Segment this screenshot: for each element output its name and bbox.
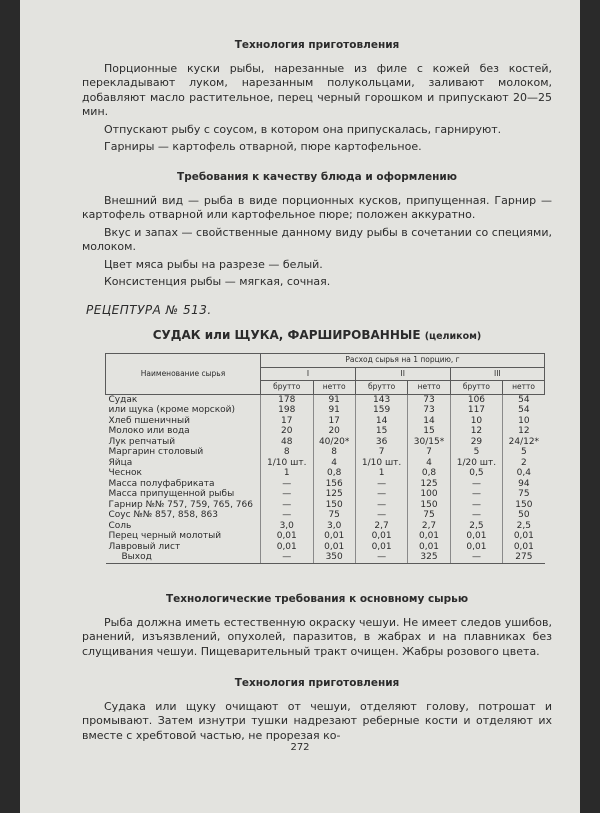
quantity-cell: 15 (408, 426, 450, 437)
quantity-cell: 178 (261, 394, 314, 405)
table-row (106, 416, 545, 427)
quantity-cell: — (261, 500, 314, 511)
table-row (106, 447, 545, 458)
quantity-cell: — (355, 552, 408, 563)
quantity-cell: 5 (450, 447, 503, 458)
portion-header: I (261, 367, 356, 381)
quantity-cell: 2,7 (408, 521, 450, 532)
quantity-cell: 75 (408, 510, 450, 521)
quantity-cell: 0,01 (261, 542, 314, 553)
quantity-cell: 14 (408, 416, 450, 427)
preparation-section (82, 38, 552, 155)
quantity-cell: — (450, 489, 503, 500)
table-row (106, 489, 545, 500)
table-row (106, 426, 545, 437)
quantity-cell: — (355, 500, 408, 511)
quantity-cell: 10 (450, 416, 503, 427)
quantity-cell: — (450, 552, 503, 563)
paragraph: Внешний вид — рыба в виде порционных кусков, припущенная. Гарнир — картофель отварной или картофельное пюре; положен аккуратно. (82, 193, 552, 221)
quantity-cell: 125 (408, 479, 450, 490)
quantity-cell: 325 (408, 552, 450, 563)
netto-header: нетто (503, 381, 545, 395)
quantity-cell: 75 (503, 489, 545, 500)
quantity-cell: 3,0 (261, 521, 314, 532)
quantity-cell: 0,01 (261, 531, 314, 542)
recipe-title-note: (целиком) (424, 331, 482, 342)
quantity-cell: 48 (261, 437, 314, 448)
quantity-cell: — (261, 510, 314, 521)
quantity-cell: 198 (261, 405, 314, 416)
quantity-cell: — (450, 500, 503, 511)
quantity-cell: — (355, 489, 408, 500)
ingredient-name: Соль (108, 520, 132, 531)
quantity-cell: 0,01 (313, 542, 355, 553)
paragraph: Вкус и запах — свойственные данному виду рыбы в сочетании со специями, молоком. (82, 225, 552, 253)
column-header-name: Наименование сырья (106, 354, 261, 395)
quantity-cell: 36 (355, 437, 408, 448)
table-row (106, 458, 545, 469)
quantity-cell: 24/12* (503, 437, 545, 448)
ingredient-name: Лук репчатый (108, 436, 176, 447)
quantity-cell: 1/10 шт. (261, 458, 314, 469)
portion-header: III (450, 367, 544, 381)
quantity-cell: — (450, 510, 503, 521)
ingredient-name: Масса полуфабриката (108, 478, 215, 489)
paragraph: Рыба должна иметь естественную окраску чешуи. Не имеет следов ушибов, ранений, изъязвлений, опухолей, паразитов, в жабрах и на плавниках без слущивания чешуи. Пищеварительный тракт очищен. Жабры розового цвета. (82, 615, 552, 658)
quantity-cell: 0,01 (313, 531, 355, 542)
quantity-cell: 2,7 (355, 521, 408, 532)
brutto-header: брутто (355, 381, 408, 395)
preparation-section-2 (82, 676, 552, 743)
table-row (106, 500, 545, 511)
brutto-header: брутто (450, 381, 503, 395)
quantity-cell: 100 (408, 489, 450, 500)
quantity-cell: 2,5 (503, 521, 545, 532)
quantity-cell: 4 (313, 458, 355, 469)
brutto-header: брутто (261, 381, 314, 395)
ingredient-name: Лавровый лист (108, 541, 181, 552)
section-heading: Требования к качеству блюда и оформлению (177, 171, 457, 183)
recipe-title-main: СУДАК или ЩУКА, ФАРШИРОВАННЫЕ (152, 328, 421, 342)
quantity-cell: 1/20 шт. (450, 458, 503, 469)
quantity-cell: 12 (503, 426, 545, 437)
quantity-cell: 12 (450, 426, 503, 437)
table-row (106, 479, 545, 490)
quantity-cell: 50 (503, 510, 545, 521)
quantity-cell: 29 (450, 437, 503, 448)
quantity-cell: 143 (355, 394, 408, 405)
quantity-cell: 275 (503, 552, 545, 563)
paragraph: Консистенция рыбы — мягкая, сочная. (104, 275, 331, 288)
quantity-cell: 0,01 (355, 542, 408, 553)
section-heading: Технология приготовления (234, 39, 400, 51)
quantity-cell: 5 (503, 447, 545, 458)
table-row (106, 542, 545, 553)
quantity-cell: 156 (313, 479, 355, 490)
ingredient-name: Выход (106, 552, 261, 563)
table-row (106, 468, 545, 479)
recipe-number: РЕЦЕПТУРА № 513. (86, 303, 212, 317)
netto-header: нетто (408, 381, 450, 395)
book-page (20, 0, 580, 813)
ingredient-name: Судак (108, 394, 138, 405)
ingredient-name: Молоко или вода (108, 426, 190, 436)
quantity-cell: — (355, 510, 408, 521)
paragraph: Судака или щуку очищают от чешуи, отделяют голову, потрошат и промывают. Затем изнутри тушки надрезают реберные кости и отделяют их вместе с хребтовой частью, не прорезая ко- (82, 699, 552, 742)
table-row (106, 437, 545, 448)
quantity-cell: 0,01 (408, 542, 450, 553)
quantity-cell: 94 (503, 479, 545, 490)
quantity-cell: 1 (261, 468, 314, 479)
quantity-cell: 1 (355, 468, 408, 479)
quantity-cell: 54 (503, 394, 545, 405)
quantity-cell: 125 (313, 489, 355, 500)
quantity-cell: 1/10 шт. (355, 458, 408, 469)
portion-header: II (355, 367, 450, 381)
quantity-cell: 20 (313, 426, 355, 437)
quantity-cell: — (261, 552, 314, 563)
quantity-cell: 7 (355, 447, 408, 458)
section-heading: Технология приготовления (234, 677, 400, 689)
section-heading: Технологические требования к основному сырью (165, 593, 469, 605)
table-body (106, 394, 545, 563)
quantity-cell: 7 (408, 447, 450, 458)
paragraph: Гарниры — картофель отварной, пюре картофельное. (104, 140, 422, 153)
ingredient-name: Гарнир №№ 757, 759, 765, 766 (108, 499, 253, 510)
paragraph: Порционные куски рыбы, нарезанные из филе с кожей без костей, перекладывают луком, нарезанным полукольцами, заливают молоком, добавляют масло растительное, перец черный горошком и припускают 20—25 мин. (82, 61, 552, 118)
quantity-cell: 0,8 (313, 468, 355, 479)
ingredient-name: Соус №№ 857, 858, 863 (108, 510, 218, 520)
recipe-table (105, 353, 545, 564)
ingredient-name: Масса припущенной рыбы (108, 489, 235, 499)
ingredient-name: Маргарин столовый (108, 447, 204, 457)
quantity-cell: 0,01 (450, 542, 503, 553)
quantity-cell: — (261, 489, 314, 500)
quantity-cell: 150 (408, 500, 450, 511)
table-row (106, 405, 545, 416)
ingredient-name: Перец черный молотый (108, 531, 222, 541)
netto-header: нетто (313, 381, 355, 395)
quantity-cell: 0,01 (503, 542, 545, 553)
quantity-cell: 150 (503, 500, 545, 511)
quantity-cell: 91 (313, 405, 355, 416)
quantity-cell: — (450, 479, 503, 490)
paragraph: Отпускают рыбу с соусом, в котором она припускалась, гарнируют. (104, 122, 502, 136)
quality-section (82, 170, 552, 290)
quantity-cell: 54 (503, 405, 545, 416)
quantity-cell: 0,5 (450, 468, 503, 479)
recipe-title (82, 328, 552, 342)
paragraph: Цвет мяса рыбы на разрезе — белый. (104, 257, 323, 271)
table-row (106, 510, 545, 521)
raw-material-section (82, 592, 552, 659)
ingredient-name: или щука (кроме морской) (108, 405, 236, 415)
quantity-cell: 2 (503, 458, 545, 469)
quantity-cell: 91 (313, 394, 355, 405)
quantity-cell: 0,01 (408, 531, 450, 542)
quantity-cell: 159 (355, 405, 408, 416)
ingredient-name: Хлеб пшеничный (108, 415, 190, 426)
table-row (106, 394, 545, 405)
quantity-cell: 17 (261, 416, 314, 427)
quantity-cell: 3,0 (313, 521, 355, 532)
quantity-cell: 0,01 (355, 531, 408, 542)
quantity-cell: 4 (408, 458, 450, 469)
quantity-cell: 73 (408, 394, 450, 405)
quantity-cell: 0,01 (450, 531, 503, 542)
ingredient-name: Яйца (108, 457, 133, 468)
output-row (106, 552, 545, 563)
quantity-cell: — (355, 479, 408, 490)
quantity-cell: 106 (450, 394, 503, 405)
quantity-cell: — (261, 479, 314, 490)
quantity-cell: 0,4 (503, 468, 545, 479)
quantity-cell: 8 (261, 447, 314, 458)
quantity-cell: 17 (313, 416, 355, 427)
table-row (106, 521, 545, 532)
quantity-cell: 40/20* (313, 437, 355, 448)
table-row (106, 531, 545, 542)
ingredient-name: Чеснок (108, 468, 142, 478)
quantity-cell: 20 (261, 426, 314, 437)
quantity-cell: 73 (408, 405, 450, 416)
quantity-cell: 10 (503, 416, 545, 427)
quantity-cell: 150 (313, 500, 355, 511)
quantity-cell: 14 (355, 416, 408, 427)
quantity-cell: 8 (313, 447, 355, 458)
quantity-cell: 117 (450, 405, 503, 416)
quantity-cell: 350 (313, 552, 355, 563)
quantity-cell: 0,01 (503, 531, 545, 542)
quantity-cell: 0,8 (408, 468, 450, 479)
quantity-cell: 2,5 (450, 521, 503, 532)
page-number: 272 (290, 742, 310, 753)
quantity-cell: 15 (355, 426, 408, 437)
quantity-cell: 30/15* (408, 437, 450, 448)
column-header-consumption: Расход сырья на 1 порцию, г (261, 354, 545, 368)
quantity-cell: 75 (313, 510, 355, 521)
